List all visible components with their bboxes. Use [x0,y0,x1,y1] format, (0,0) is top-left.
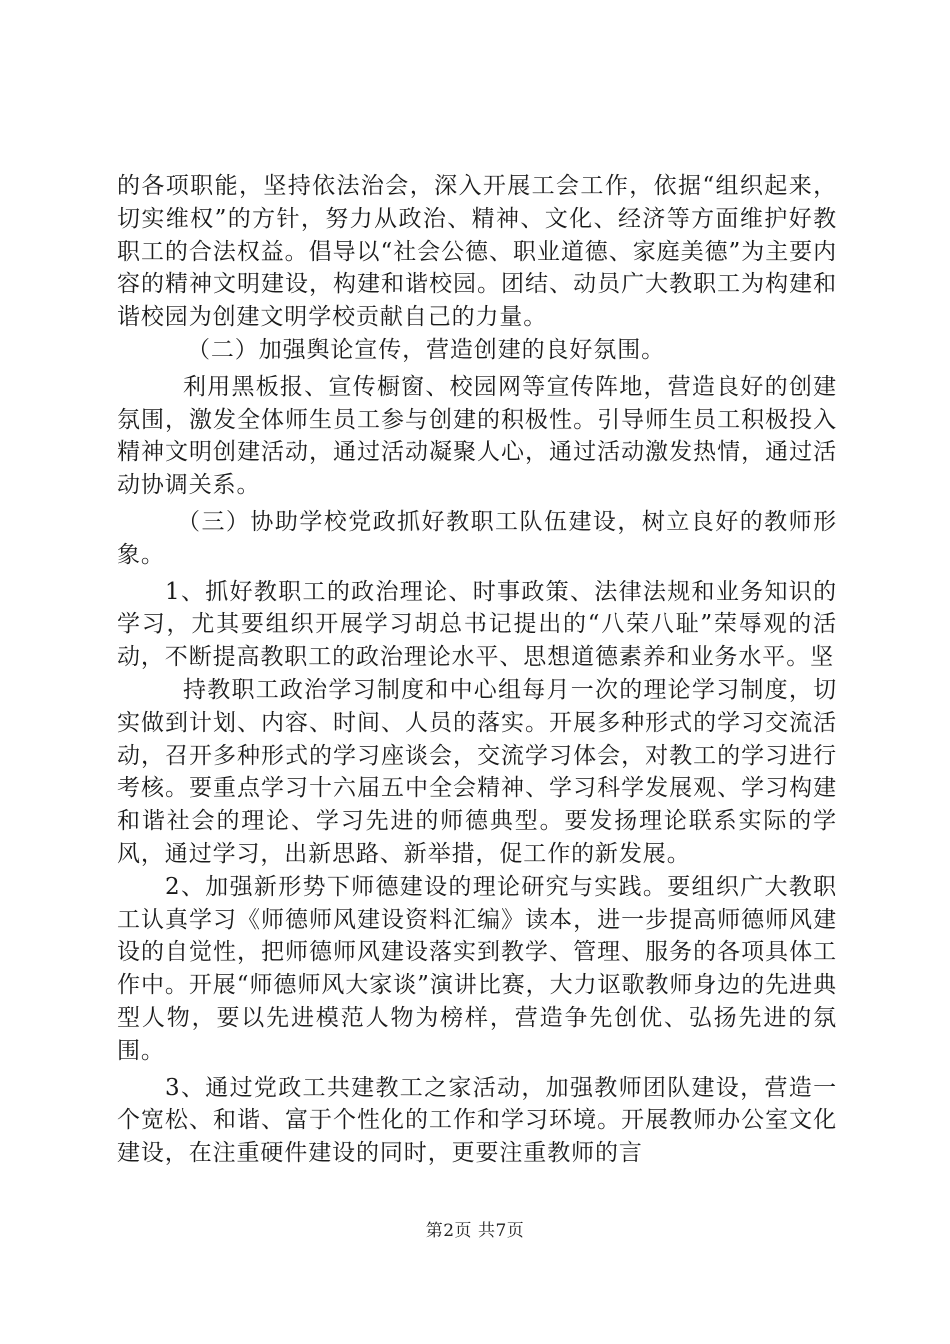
paragraph-study-system: 持教职工政治学习制度和中心组每月一次的理论学习制度，切实做到计划、内容、时间、人员的落实。开展多种形式的学习交流活动，召开多种形式的学习座谈会，交流学习体会，对教工的学习进行考核。要重点学习十六届五中全会精神、学习科学发展观、学习构建和谐社会的理论、学习先进的师德典型。要发扬理论联系实际的学风，通过学习，出新思路、新举措，促工作的新发展。 [117,676,837,867]
paragraph-item-two: 2、加强新形势下师德建设的理论研究与实践。要组织广大教职工认真学习《师德师风建设资料汇编》读本，进一步提高师德师风建设的自觉性，把师德师风建设落实到教学、管理、服务的各项具体工作中。开展“师德师风大家谈”演讲比赛，大力讴歌教师身边的先进典型人物，要以先进模范人物为榜样，营造争先创优、弘扬先进的氛围。 [117,873,837,1064]
document-body [117,170,837,1170]
paragraph-union-duties: 的各项职能，坚持依法治会，深入开展工会工作，依据“组织起来，切实维权”的方针，努力从政治、精神、文化、经济等方面维护好教职工的合法权益。倡导以“社会公德、职业道德、家庭美德”为主要内容的精神文明建设，构建和谐校园。团结、动员广大教职工为构建和谐校园为创建文明学校贡献自己的力量。 [117,173,837,331]
paragraph-item-one: 1、抓好教职工的政治理论、时事政策、法律法规和业务知识的学习，尤其要组织开展学习胡总书记提出的“八荣八耻”荣辱观的活动，不断提高教职工的政治理论水平、思想道德素养和业务水平。坚 [117,578,837,671]
page-number-footer: 第2页 共7页 [425,1221,525,1241]
paragraph-publicity: 利用黑板报、宣传橱窗、校园网等宣传阵地，营造良好的创建氛围，激发全体师生员工参与创建的积极性。引导师生员工积极投入精神文明创建活动，通过活动凝聚人心，通过活动激发热情，通过活动协调关系。 [117,373,837,499]
paragraph-item-three: 3、通过党政工共建教工之家活动，加强教师团队建设，营造一个宽松、和谐、富于个性化的工作和学习环境。开展教师办公室文化建设，在注重硬件建设的同时，更要注重教师的言 [117,1074,837,1167]
heading-section-three: （三）协助学校党政抓好教职工队伍建设，树立良好的教师形象。 [117,508,837,568]
heading-section-two: （二）加强舆论宣传，营造创建的良好氛围。 [187,336,665,363]
